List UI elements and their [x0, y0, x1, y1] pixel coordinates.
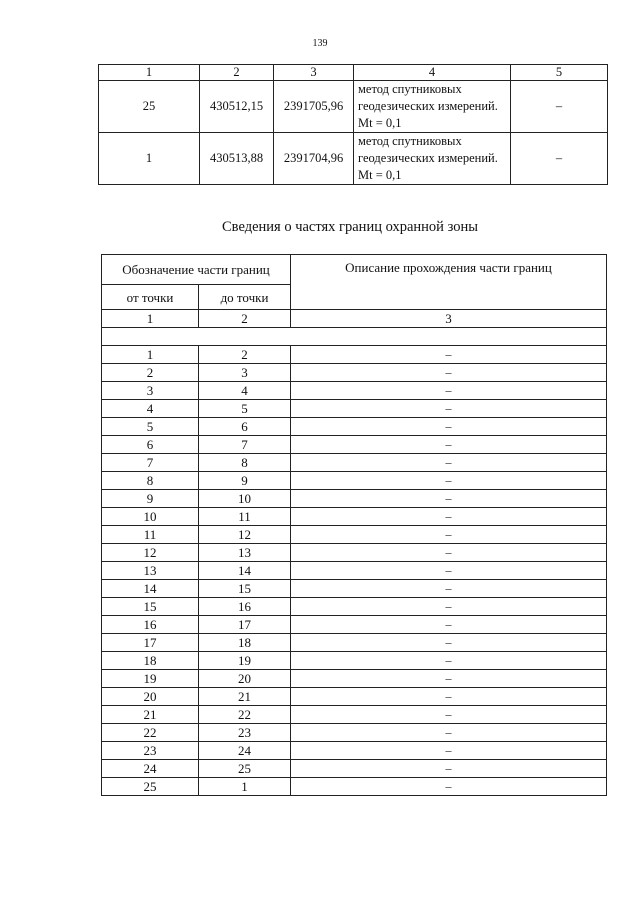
segments-column-numbers-row — [102, 310, 607, 328]
table-row — [102, 418, 607, 436]
to-point: 7 — [199, 436, 291, 454]
segment-description: – — [291, 742, 607, 760]
from-point: 22 — [102, 724, 199, 742]
from-point: 25 — [102, 778, 199, 796]
segment-description: – — [291, 382, 607, 400]
to-point: 16 — [199, 598, 291, 616]
from-point: 8 — [102, 472, 199, 490]
to-point: 25 — [199, 760, 291, 778]
from-point: 9 — [102, 490, 199, 508]
segment-description: – — [291, 454, 607, 472]
coords-col-number: 3 — [274, 65, 354, 81]
from-point-header: от точки — [102, 285, 199, 310]
x-coordinate: 430513,88 — [200, 133, 274, 185]
to-point: 9 — [199, 472, 291, 490]
from-point: 7 — [102, 454, 199, 472]
y-coordinate: 2391705,96 — [274, 81, 354, 133]
page-number: 139 — [312, 38, 328, 49]
from-point: 18 — [102, 652, 199, 670]
coords-col-number: 5 — [511, 65, 608, 81]
segments-col-number: 1 — [102, 310, 199, 328]
boundary-segments-table — [101, 254, 607, 796]
from-point: 5 — [102, 418, 199, 436]
table-row — [102, 724, 607, 742]
segment-description: – — [291, 652, 607, 670]
from-point: 15 — [102, 598, 199, 616]
coords-row — [99, 81, 608, 133]
table-row — [102, 364, 607, 382]
coordinates-table — [98, 64, 608, 185]
point-number: 25 — [99, 81, 200, 133]
blank-cell — [102, 328, 607, 346]
segment-description: – — [291, 760, 607, 778]
from-point: 12 — [102, 544, 199, 562]
segments-col-number: 2 — [199, 310, 291, 328]
from-point: 13 — [102, 562, 199, 580]
from-point: 11 — [102, 526, 199, 544]
table-row — [102, 634, 607, 652]
table-row — [102, 598, 607, 616]
segment-description: – — [291, 364, 607, 382]
from-point: 23 — [102, 742, 199, 760]
segment-description: – — [291, 634, 607, 652]
to-point: 2 — [199, 346, 291, 364]
segment-description: – — [291, 562, 607, 580]
segment-description: – — [291, 688, 607, 706]
section-title: Сведения о частях границ охранной зоны — [222, 219, 478, 235]
segment-description: – — [291, 400, 607, 418]
from-point: 24 — [102, 760, 199, 778]
table-row — [102, 616, 607, 634]
table-row — [102, 688, 607, 706]
table-row — [102, 526, 607, 544]
to-point: 8 — [199, 454, 291, 472]
from-point: 17 — [102, 634, 199, 652]
method-description: метод спутниковых геодезических измерений. Mt = 0,1 — [354, 81, 511, 133]
to-point: 6 — [199, 418, 291, 436]
y-coordinate: 2391704,96 — [274, 133, 354, 185]
segment-description: – — [291, 472, 607, 490]
coords-col-number: 4 — [354, 65, 511, 81]
to-point: 18 — [199, 634, 291, 652]
segment-description: – — [291, 706, 607, 724]
from-point: 10 — [102, 508, 199, 526]
segment-description: – — [291, 580, 607, 598]
to-point: 15 — [199, 580, 291, 598]
from-point: 1 — [102, 346, 199, 364]
to-point-header: до точки — [199, 285, 291, 310]
segments-col-number: 3 — [291, 310, 607, 328]
segment-description: – — [291, 346, 607, 364]
from-point: 16 — [102, 616, 199, 634]
to-point: 24 — [199, 742, 291, 760]
table-row — [102, 580, 607, 598]
table-row — [102, 706, 607, 724]
method-description: метод спутниковых геодезических измерений. Mt = 0,1 — [354, 133, 511, 185]
x-coordinate: 430512,15 — [200, 81, 274, 133]
description-header: Описание прохождения части границ — [291, 255, 607, 310]
segment-description: – — [291, 724, 607, 742]
col5-value: – — [511, 81, 608, 133]
segment-description: – — [291, 544, 607, 562]
designation-header: Обозначение части границ — [102, 255, 291, 285]
segment-description: – — [291, 526, 607, 544]
to-point: 5 — [199, 400, 291, 418]
to-point: 21 — [199, 688, 291, 706]
table-row — [102, 472, 607, 490]
table-row — [102, 742, 607, 760]
to-point: 11 — [199, 508, 291, 526]
table-row — [102, 544, 607, 562]
table-row — [102, 382, 607, 400]
from-point: 19 — [102, 670, 199, 688]
table-row — [102, 760, 607, 778]
table-row — [102, 490, 607, 508]
from-point: 4 — [102, 400, 199, 418]
to-point: 20 — [199, 670, 291, 688]
segment-description: – — [291, 598, 607, 616]
segment-description: – — [291, 436, 607, 454]
table-row — [102, 400, 607, 418]
from-point: 20 — [102, 688, 199, 706]
table-row — [102, 346, 607, 364]
segment-description: – — [291, 418, 607, 436]
from-point: 3 — [102, 382, 199, 400]
to-point: 1 — [199, 778, 291, 796]
to-point: 4 — [199, 382, 291, 400]
segment-description: – — [291, 508, 607, 526]
table-row — [102, 562, 607, 580]
from-point: 21 — [102, 706, 199, 724]
segment-description: – — [291, 670, 607, 688]
to-point: 13 — [199, 544, 291, 562]
to-point: 10 — [199, 490, 291, 508]
col5-value: – — [511, 133, 608, 185]
to-point: 23 — [199, 724, 291, 742]
from-point: 14 — [102, 580, 199, 598]
table-row — [102, 670, 607, 688]
to-point: 19 — [199, 652, 291, 670]
coords-row — [99, 133, 608, 185]
to-point: 17 — [199, 616, 291, 634]
coords-col-number: 2 — [200, 65, 274, 81]
segment-description: – — [291, 778, 607, 796]
table-row — [102, 454, 607, 472]
to-point: 14 — [199, 562, 291, 580]
point-number: 1 — [99, 133, 200, 185]
table-row — [102, 508, 607, 526]
to-point: 12 — [199, 526, 291, 544]
table-row — [102, 778, 607, 796]
to-point: 3 — [199, 364, 291, 382]
segments-header-row — [102, 255, 607, 285]
blank-row — [102, 328, 607, 346]
table-row — [102, 652, 607, 670]
segment-description: – — [291, 490, 607, 508]
from-point: 2 — [102, 364, 199, 382]
segment-description: – — [291, 616, 607, 634]
table-row — [102, 436, 607, 454]
to-point: 22 — [199, 706, 291, 724]
from-point: 6 — [102, 436, 199, 454]
coords-col-number: 1 — [99, 65, 200, 81]
coords-column-numbers-row — [99, 65, 608, 81]
